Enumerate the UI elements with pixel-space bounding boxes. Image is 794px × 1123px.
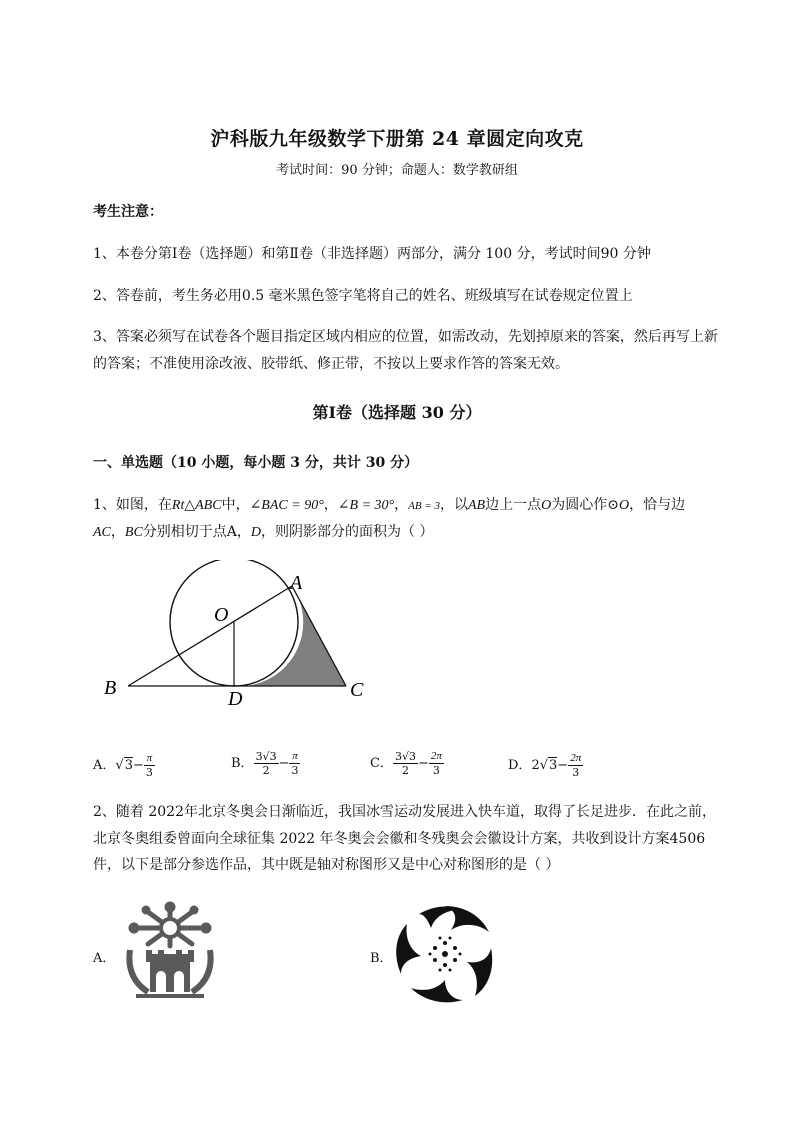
q1-text: ，以 (440, 497, 468, 513)
q1-angle-b: ∠B = 30° (337, 498, 395, 513)
minus-sign: − (278, 756, 290, 771)
q1-point-o: O (541, 498, 552, 513)
exam-info: 考试时间：90 分钟；命题人：数学教研组 (276, 163, 518, 178)
option-label: A． (93, 758, 116, 773)
label-a: A (290, 572, 303, 594)
fraction (568, 752, 583, 779)
numerator: π (289, 750, 300, 764)
numerator: 2π (430, 750, 442, 762)
label-c: C (350, 679, 364, 701)
minus-sign: − (557, 758, 569, 773)
plum-blossom-emblem-icon (393, 902, 497, 1006)
part-heading: 一、单选题（10 小题，每小题 3 分，共计 30 分） (93, 455, 419, 471)
q1-circle-o: ⊙O (607, 498, 630, 513)
q1-segment-ab: AB (468, 498, 486, 513)
denominator: 3 (291, 764, 299, 777)
notice-item: 的答案；不准使用涂改液、胶带纸、修正带，不按以上要求作答的答案无效。 (93, 356, 569, 372)
denominator: 3 (145, 766, 153, 779)
question-2-line-2: 北京冬奥组委曾面向全球征集 2022 年冬奥会会徽和冬残奥会会徽设计方案，共收到设计方案4506 (93, 831, 706, 847)
denominator: 2 (262, 764, 270, 777)
q1-text: ， (394, 497, 409, 513)
label-b: B (104, 677, 117, 699)
q1-text: 1、如图，在 (93, 497, 172, 513)
fraction (289, 750, 300, 777)
option-label: D． (508, 758, 532, 773)
radicand: 3 (549, 758, 558, 773)
notice-item: 3、答案必须写在试卷各个题目指定区域内相应的位置，如需改动，先划掉原来的答案，然后再写上新 (93, 329, 718, 345)
q1-option-d[interactable] (508, 752, 583, 779)
q1-point-d: D (250, 525, 262, 540)
q1-option-a[interactable] (93, 752, 155, 779)
q1-segment-ac: AC (93, 525, 111, 540)
numerator: 3√3 (255, 750, 277, 763)
fraction (393, 750, 418, 777)
coefficient: 2 (531, 758, 540, 773)
sqrt-sign: √ (115, 758, 124, 773)
fraction (254, 750, 279, 777)
q1-text: ，恰与边 (629, 497, 686, 513)
section-title: 第Ⅰ卷（选择题 30 分） (312, 403, 482, 422)
fraction (429, 750, 444, 777)
notice-heading: 考生注意： (93, 204, 163, 220)
question-1-line-1 (93, 494, 685, 514)
q1-text: 为圆心作 (551, 497, 608, 513)
q1-geometry-figure (95, 560, 385, 710)
q1-option-c[interactable] (370, 750, 444, 777)
snowflake-wall-emblem-icon (122, 900, 218, 1000)
option-label: C． (370, 756, 393, 771)
segment-ab (128, 586, 292, 686)
numerator: 2π (570, 752, 582, 764)
q1-angle-bac: ∠BAC = 90° (249, 498, 324, 513)
q1-text: ， (323, 497, 338, 513)
shaded-region (234, 586, 346, 686)
minus-sign: − (417, 756, 429, 771)
q2-option-b-label[interactable]: B． (370, 951, 393, 966)
minus-sign: − (132, 758, 144, 773)
numerator: 3√3 (394, 750, 416, 763)
question-2-line-1: 2、随着 2022年北京冬奥会日渐临近，我国冰雪运动发展进入快车道，取得了长足进步．在此之前， (93, 804, 716, 820)
denominator: 3 (572, 766, 580, 779)
option-label: B． (231, 756, 254, 771)
page-title: 沪科版九年级数学下册第 24 章圆定向攻克 (210, 128, 584, 150)
q1-text: 中， (221, 497, 250, 513)
notice-item: 2、答卷前，考生务必用0.5 毫米黑色签字笔将自己的姓名、班级填写在试卷规定位置上 (93, 288, 633, 304)
notice-item: 1、本卷分第Ⅰ卷（选择题）和第Ⅱ卷（非选择题）两部分，满分 100 分，考试时间90 分钟 (93, 246, 651, 262)
q1-ab-length: AB = 3 (408, 500, 440, 512)
numerator: π (144, 752, 155, 766)
q1-text: ， (110, 524, 125, 540)
q2-option-a-label[interactable]: A． (93, 951, 116, 966)
q1-triangle: Rt△ABC (171, 498, 222, 513)
q1-text: ，则阴影部分的面积为（ ） (261, 524, 434, 540)
fraction (144, 752, 155, 779)
label-d: D (228, 688, 243, 710)
q1-option-b[interactable] (231, 750, 300, 777)
q1-segment-bc: BC (124, 525, 143, 540)
q1-text: 边上一点 (485, 497, 542, 513)
question-2-line-3: 件，以下是部分参选作品，其中既是轴对称图形又是中心对称图形的是（ ） (93, 857, 560, 873)
question-1-line-2 (93, 521, 433, 541)
sqrt-sign: √ (539, 758, 549, 773)
radicand: 3 (124, 758, 133, 773)
denominator: 3 (432, 764, 440, 777)
denominator: 2 (401, 764, 409, 777)
q1-text: 分别相切于点A， (142, 524, 251, 540)
label-o: O (214, 604, 229, 626)
